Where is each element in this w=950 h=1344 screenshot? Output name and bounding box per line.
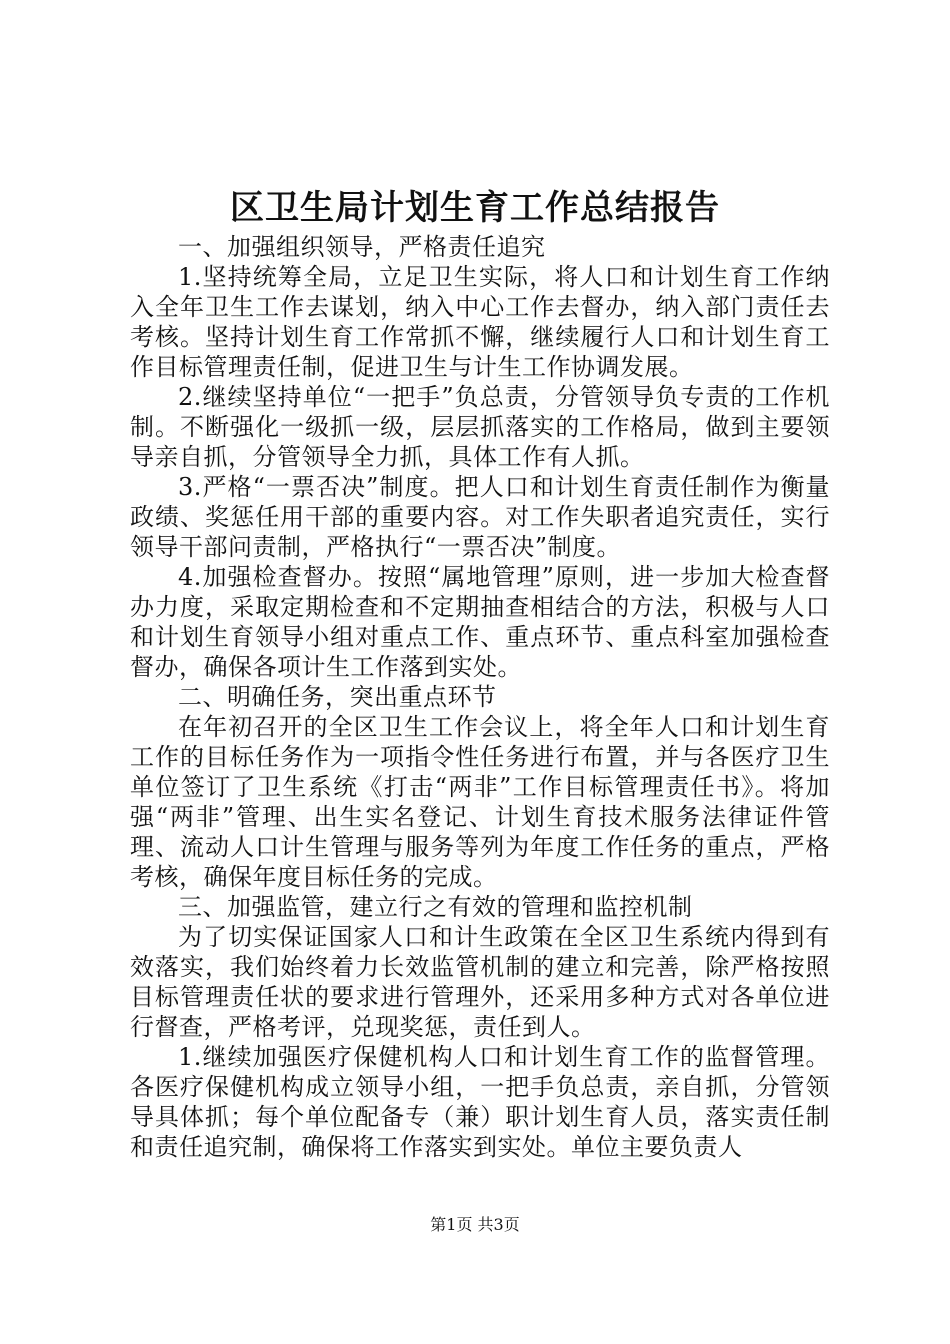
paragraph: 为了切实保证国家人口和计生政策在全区卫生系统内得到有效落实，我们始终着力长效监管机制的建立和完善，除严格按照目标管理责任状的要求进行管理外，还采用多种方式对各单位进行督查，严格考评，兑现奖惩，责任到人。 [130,923,830,1041]
document-body [130,232,830,1162]
section-heading-2: 二、明确任务，突出重点环节 [178,683,497,711]
paragraph: 2.继续坚持单位“一把手”负总责，分管领导负专责的工作机制。不断强化一级抓一级，层层抓落实的工作格局，做到主要领导亲自抓，分管领导全力抓，具体工作有人抓。 [130,383,830,471]
paragraph: 1.继续加强医疗保健机构人口和计划生育工作的监督管理。各医疗保健机构成立领导小组，一把手负总责，亲自抓，分管领导具体抓；每个单位配备专（兼）职计划生育人员，落实责任制和责任追究制，确保将工作落实到实处。单位主要负责人 [130,1043,830,1161]
paragraph: 3.严格“一票否决”制度。把人口和计划生育责任制作为衡量政绩、奖惩任用干部的重要内容。对工作失职者追究责任，实行领导干部问责制，严格执行“一票否决”制度。 [130,473,830,561]
document-title: 区卫生局计划生育工作总结报告 [230,188,720,228]
paragraph: 在年初召开的全区卫生工作会议上，将全年人口和计划生育工作的目标任务作为一项指令性任务进行布置，并与各医疗卫生单位签订了卫生系统《打击“两非”工作目标管理责任书》。将加强“两非”管理、出生实名登记、计划生育技术服务法律证件管理、流动人口计生管理与服务等列为年度工作任务的重点，严格考核，确保年度目标任务的完成。 [130,713,830,891]
section-heading-1: 一、加强组织领导，严格责任追究 [178,233,546,261]
paragraph: 1.坚持统筹全局，立足卫生实际，将人口和计划生育工作纳入全年卫生工作去谋划，纳入中心工作去督办，纳入部门责任去考核。坚持计划生育工作常抓不懈，继续履行人口和计划生育工作目标管理责任制，促进卫生与计生工作协调发展。 [130,263,830,381]
page-footer: 第1页 共3页 [430,1215,520,1234]
section-heading-3: 三、加强监管，建立行之有效的管理和监控机制 [178,893,693,921]
paragraph: 4.加强检查督办。按照“属地管理”原则，进一步加大检查督办力度，采取定期检查和不定期抽查相结合的方法，积极与人口和计划生育领导小组对重点工作、重点环节、重点科室加强检查督办，确保各项计生工作落到实处。 [130,563,830,681]
